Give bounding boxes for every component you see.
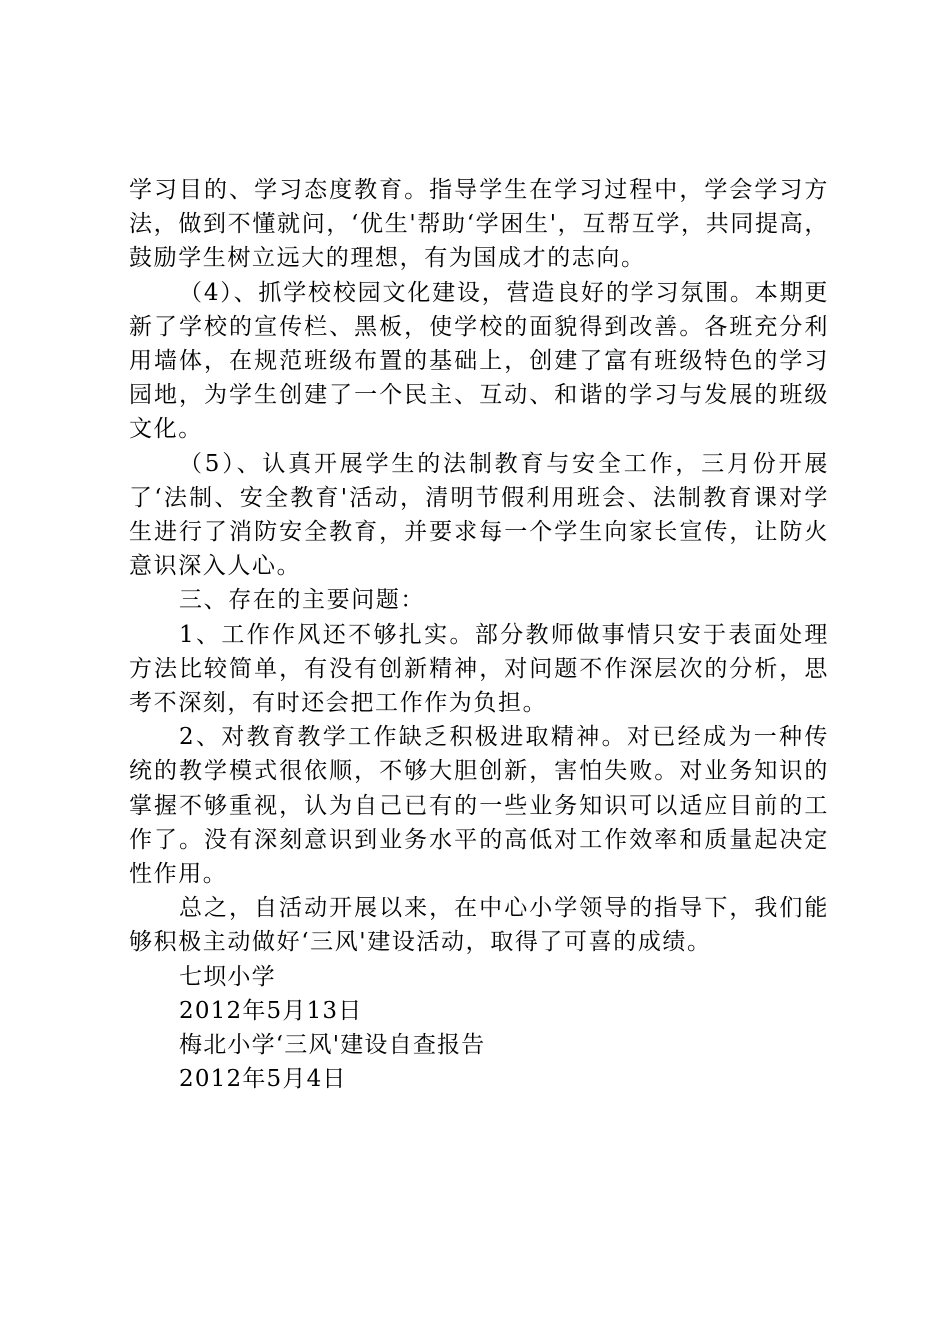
paragraph-legal-safety: （5）、认真开展学生的法制教育与安全工作，三月份开展了‘法制、安全教育'活动，清明节假利用班会、法制教育课对学生进行了消防安全教育，并要求每一个学生向家长宣传，让防火意识深入人心。 [129,450,829,580]
signature-school: 七坝小学 [179,963,276,990]
signature-date: 2012年5月13日 [179,997,363,1024]
paragraph-problem-2: 2、对教育教学工作缺乏积极进取精神。对已经成为一种传统的教学模式很依顺，不够大胆创新，害怕失败。对业务知识的掌握不够重视，认为自己已有的一些业务知识可以适应目前的工作了。没有深刻意识到业务水平的高低对工作效率和质量起决定性作用。 [129,724,829,888]
paragraph-campus-culture: （4）、抓学校校园文化建设，营造良好的学习氛围。本期更新了学校的宣传栏、黑板，使学校的面貌得到改善。各班充分利用墙体，在规范班级布置的基础上，创建了富有班级特色的学习园地，为学生创建了一个民主、互动、和谐的学习与发展的班级文化。 [129,279,829,443]
next-report-title: 梅北小学‘三风'建设自查报告 [179,1032,486,1059]
next-report-date: 2012年5月4日 [179,1066,347,1093]
document-body [129,173,829,1096]
paragraph-problem-1: 1、工作作风还不够扎实。部分教师做事情只安于表面处理方法比较简单，有没有创新精神，对问题不作深层次的分析，思考不深刻，有时还会把工作作为负担。 [129,621,829,717]
paragraph-conclusion: 总之，自活动开展以来，在中心小学领导的指导下，我们能够积极主动做好‘三风'建设活动，取得了可喜的成绩。 [129,895,829,956]
paragraph-learning-goals: 学习目的、学习态度教育。指导学生在学习过程中，学会学习方法，做到不懂就问，‘优生'帮助‘学困生'，互帮互学，共同提高，鼓励学生树立远大的理想，有为国成才的志向。 [129,177,829,272]
section-heading-problems: 三、存在的主要问题： [179,587,425,614]
